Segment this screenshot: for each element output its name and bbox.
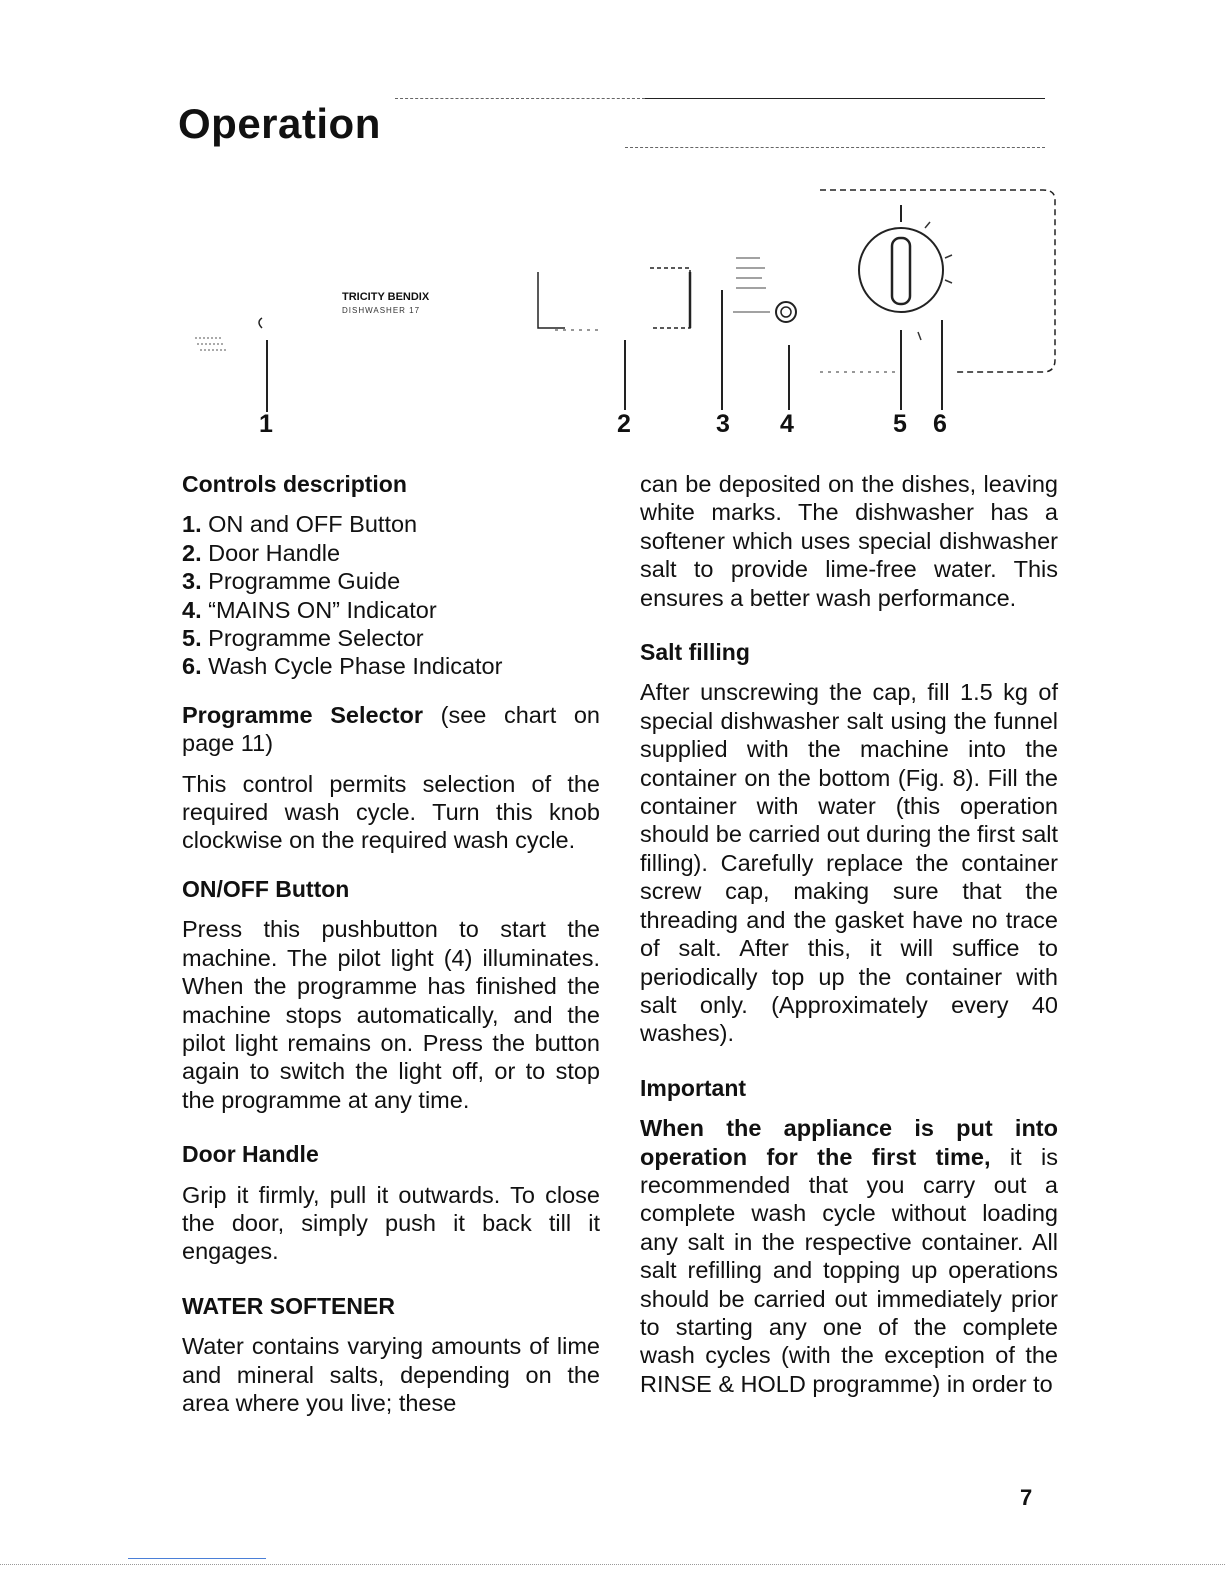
mains-on-indicator [776, 302, 796, 322]
callout-4: 4 [780, 410, 794, 438]
programme-selector-heading: Programme Selector [182, 701, 423, 728]
salt-filling-heading: Salt filling [640, 639, 750, 666]
controls-item-5: 5. Programme Selector [182, 625, 424, 652]
callout-2: 2 [617, 410, 631, 438]
salt-filling-text: After unscrewing the cap, fill 1.5 kg of special dishwasher salt using the funnel supplied with the machine into the container on the bottom (Fig. 8). Fill the container with water (this operation should be carried out during the first salt filling). Carefully replace the container screw cap, making sure that the threading and the gasket have no trace of salt. After this, it will suffice to periodically top up the container with salt only. (Approximately every 40 washes). [640, 679, 1059, 1047]
decor-marks [195, 338, 226, 350]
programme-guide-lines [736, 258, 766, 288]
onoff-text: Press this pushbutton to start the machine. The pilot light (4) illuminates. When the programme has finished the machine stops automatically, and the pilot light remains on. Press the button again to switch the light off, or to stop the programme at any time. [182, 916, 600, 1113]
bottom-link-line [128, 1558, 266, 1559]
programme-selector-intro: Programme Selector (see chart on page 11) [182, 701, 600, 757]
brand-label: TRICITY BENDIX [342, 291, 430, 303]
controls-item-3: 3. Programme Guide [182, 568, 401, 595]
panel-outline [820, 190, 1055, 372]
door-handle-outline [650, 268, 690, 328]
right-column [640, 470, 1058, 1398]
controls-item-1: 1. ON and OFF Button [182, 511, 418, 538]
important-heading: Important [640, 1074, 747, 1101]
callout-1: 1 [259, 410, 273, 438]
knob-grip [892, 238, 910, 304]
softener-continued-text: can be deposited on the dishes, leaving white marks. The dishwasher has a softener which uses special dishwasher salt to provide lime-free water. This ensures a better wash performance. [640, 471, 1058, 611]
controls-item-4: 4. “MAINS ON” Indicator [182, 596, 437, 623]
softener-heading: WATER SOFTENER [182, 1292, 395, 1319]
controls-item-2: 2. Door Handle [182, 539, 341, 566]
model-label: DISHWASHER 17 [342, 306, 421, 315]
callout-5: 5 [893, 410, 907, 438]
bottom-edge-line [0, 1564, 1225, 1565]
programme-selector-knob [859, 228, 943, 312]
door-heading: Door Handle [182, 1141, 319, 1168]
important-text: When the appliance is put into operation for the first time, it is recommended that you carry out a complete wash cycle without loading any salt in the respective container. All salt refilling and topping up operations should be carried out immediately prior to starting any one of the complete wash cycles (with the exception of the RINSE & HOLD programme) in order to [640, 1115, 1059, 1397]
left-column [182, 470, 600, 1417]
door-handle-left [538, 272, 565, 328]
softener-text: Water contains varying amounts of lime and mineral salts, depending on the area where you live; these [182, 1333, 600, 1416]
knob-ticks [918, 222, 952, 340]
onoff-button [259, 318, 262, 328]
important-bold: When the appliance is put into operation for the first time, [640, 1115, 1058, 1170]
onoff-heading: ON/OFF Button [182, 875, 350, 902]
door-text: Grip it firmly, pull it outwards. To close the door, simply push it back till it engages. [182, 1181, 600, 1265]
controls-heading: Controls description [182, 471, 407, 497]
callout-3: 3 [716, 410, 730, 438]
controls-item-6: 6. Wash Cycle Phase Indicator [182, 653, 503, 680]
page-number: 7 [1020, 1485, 1033, 1510]
programme-selector-text: This control permits selection of the required wash cycle. Turn this knob clockwise on the required wash cycle. [182, 770, 600, 854]
control-panel-diagram [0, 0, 1225, 450]
page-title: Operation [178, 100, 381, 147]
callout-6: 6 [933, 410, 947, 438]
